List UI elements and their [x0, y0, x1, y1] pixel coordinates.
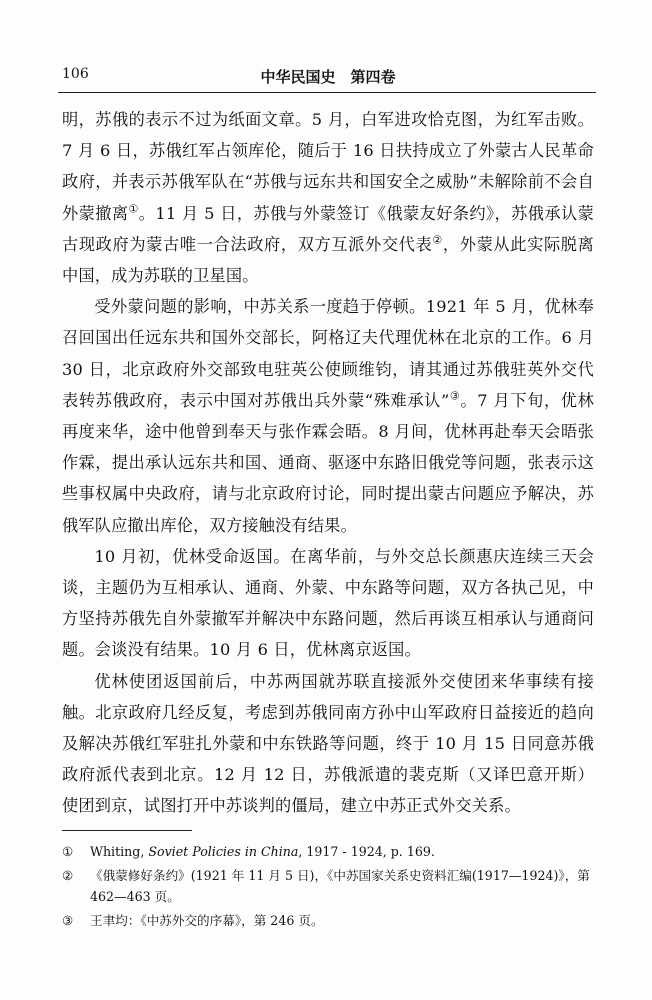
footnote-2-mark: ② — [62, 868, 74, 883]
footnote-2 — [62, 865, 594, 907]
page-header — [62, 66, 594, 88]
footnote-3-text: 王聿均：《中苏外交的序幕》，第 246 页。 — [90, 913, 324, 928]
footnote-1-author: Whiting, — [90, 844, 149, 859]
paragraph-1-part-a: 明，苏俄的表示不过为纸面文章。5 月，白军进攻恰克图，为红军击败。7 月 6 日，苏俄红军占领库伦，随后于 16 日扶持成立了外蒙古人民革命政府，并表示苏俄军队在“苏俄与远东共和国安全之威胁”未解除前不会自外蒙撤离 — [62, 110, 594, 223]
footnote-rule — [62, 830, 192, 831]
page-number: 106 — [62, 66, 89, 82]
footnote-1 — [62, 841, 594, 862]
paragraph-2-part-b: 。7 月下旬，优林再度来华，途中他曾到奉天与张作霖会晤。8 月间，优林再赴奉天会晤张作霖，提出承认远东共和国、通商、驱逐中东路旧俄党等问题，张表示这些事权属中央政府，请与北京政府讨论，同时提出蒙古问题应予解决，苏俄军队应撤出库伦，双方接触没有结果。 — [62, 390, 595, 535]
footnote-3 — [62, 910, 594, 931]
footnote-1-mark: ① — [62, 844, 74, 859]
footnote-1-rest: , 1917 - 1924, p. 169. — [298, 844, 435, 859]
footnotes — [62, 841, 594, 934]
body-text — [62, 104, 594, 822]
footnote-1-title: Soviet Policies in China — [148, 844, 299, 859]
paragraph-1 — [62, 104, 594, 291]
paragraph-1-part-c: ，外蒙从此实际脱离中国，成为苏联的卫星国。 — [62, 234, 594, 286]
footnote-2-text: 《俄蒙修好条约》(1921 年 11 月 5 日)，《中苏国家关系史资料汇编(1917—1924)》，第 462—463 页。 — [90, 868, 590, 904]
paragraph-1-part-b: 。11 月 5 日，苏俄与外蒙签订《俄蒙友好条约》，苏俄承认蒙古现政府为蒙古唯一合法政府，双方互派外交代表 — [62, 203, 595, 254]
footnote-ref-1: ① — [128, 202, 139, 216]
footnote-ref-2: ② — [432, 233, 443, 247]
footnote-3-mark: ③ — [62, 913, 74, 928]
paragraph-4: 优林使团返国前后，中苏两国就苏联直接派外交使团来华事续有接触。北京政府几经反复，考虑到苏俄同南方孙中山军政府日益接近的趋向及解决苏俄红军驻扎外蒙和中东铁路等问题，终于 10 月 15 日同意苏俄政府派代表到北京。12 月 12 日，苏俄派遣的裴克斯（又译巴意开斯）使团到京，试图打开中苏谈判的僵局，建立中苏正式外交关系。 — [62, 671, 594, 816]
running-title: 中华民国史 第四卷 — [260, 68, 396, 86]
header-rule — [58, 92, 596, 93]
paragraph-3: 10 月初，优林受命返国。在离华前，与外交总长颜惠庆连续三天会谈，主题仍为互相承认、通商、外蒙、中东路等问题，双方各执己见，中方坚持苏俄先自外蒙撤军并解决中东路问题，然后再谈互相承认与通商问题。会谈没有结果。10 月 6 日，优林离京返国。 — [62, 546, 594, 660]
paragraph-2-part-a: 受外蒙问题的影响，中苏关系一度趋于停顿。1921 年 5 月，优林奉召回国出任远东共和国外交部长，阿格辽夫代理优林在北京的工作。6 月 30 日，北京政府外交部致电驻英公使顾维钧，请其通过苏俄驻英外交代表转苏俄政府，表示中国对苏俄出兵外蒙“殊难承认” — [62, 297, 594, 410]
paragraph-2 — [62, 291, 594, 541]
footnote-ref-3: ③ — [449, 389, 461, 403]
